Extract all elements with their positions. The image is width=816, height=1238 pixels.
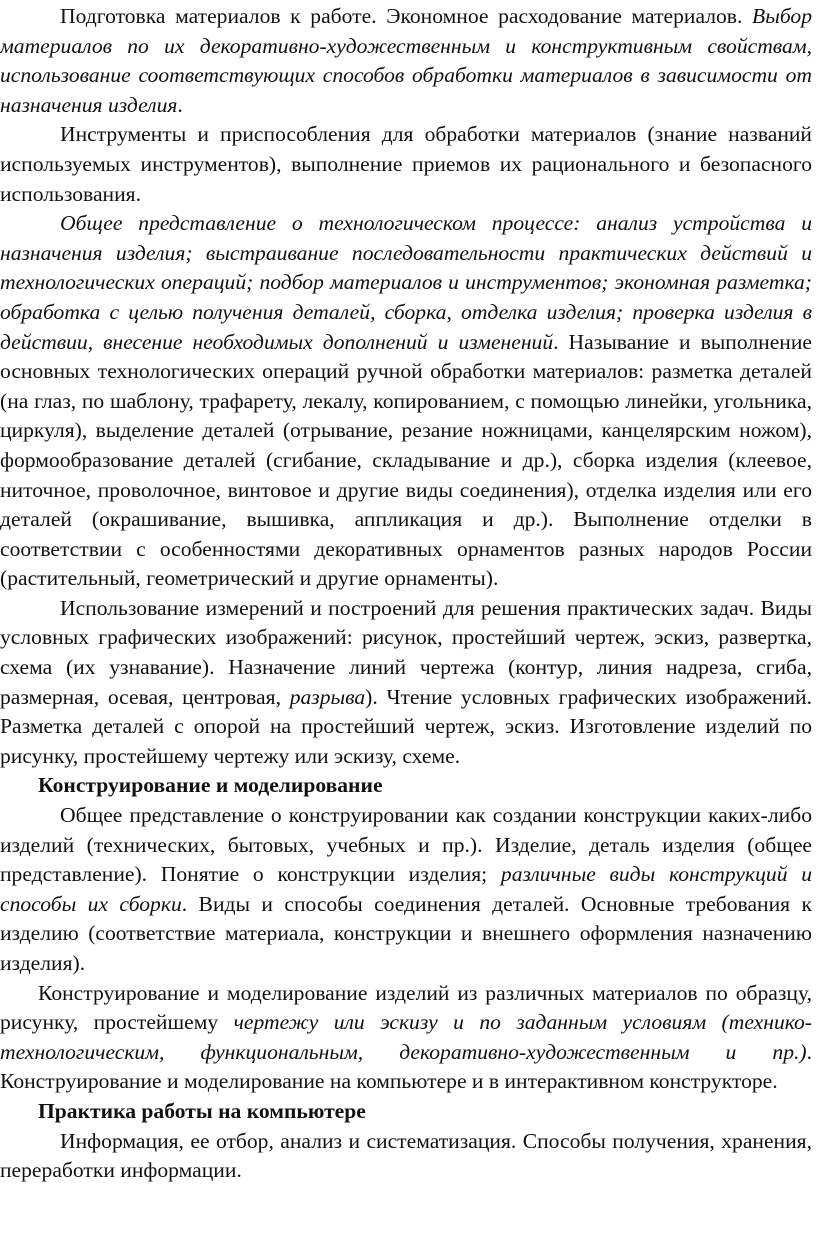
text-run: Информация, ее отбор, анализ и систематизация. Способы получения, хранения, переработки информации.: [0, 1128, 812, 1183]
italic-text-run: разрыва: [289, 684, 366, 709]
italic-text-run: Выбор материалов по их декоративно-художественным и конструктивным свойствам, использование соответствующих способов обработки материалов в зависимости от назначения изделия: [0, 4, 812, 117]
text-run: .: [177, 92, 183, 117]
section-heading-construction: Конструирование и моделирование: [38, 773, 383, 798]
paragraph-construction-modeling: [0, 979, 812, 1097]
text-run: . Виды и способы соединения деталей. Основные требования к изделию (соответствие материала, конструкции и внешнего оформления назначению изделия).: [0, 891, 812, 975]
text-run: ). Чтение условных графических изображений. Разметка деталей с опорой на простейший чертеж, эскиз. Изготовление изделий по рисунку, простейшему чертежу или эскизу, схеме.: [0, 684, 812, 768]
text-run: . Называние и выполнение основных технологических операций ручной обработки материалов: разметка деталей (на глаз, по шаблону, трафарету, лекалу, копированием, с помощью линейки, угольника, циркуля), выделение деталей (отрывание, резание ножницами, канцелярским ножом), формообразование деталей (сгибание, складывание и др.), сборка изделия (клеевое, ниточное, проволочное, винтовое и другие виды соединения), отделка изделия или его деталей (окрашивание, вышивка, аппликация и др.). Выполнение отделки в соответствии с особенностями декоративных орнаментов разных народов России (растительный, геометрический и другие орнаменты).: [0, 329, 812, 591]
text-run: Использование измерений и построений для решения практических задач. Виды условных графических изображений: рисунок, простейший чертеж, эскиз, развертка, схема (их узнавание). Назначение линий чертежа (контур, линия надреза, сгиба, размерная, осевая, центровая,: [0, 595, 812, 709]
paragraph-materials-preparation: [0, 2, 812, 120]
text-run: Конструирование и моделирование изделий из различных материалов по образцу, рисунку, простейшему: [0, 980, 812, 1035]
text-run: Подготовка материалов к работе. Экономное расходование материалов.: [60, 4, 753, 28]
text-run: Инструменты и приспособления для обработки материалов (знание названий используемых инструментов), выполнение приемов их рационального и безопасного использования.: [0, 122, 812, 206]
paragraph-measurements-drawings: [0, 594, 812, 772]
italic-text-run: Общее представление о технологическом процессе: анализ устройства и назначения изделия; выстраивание последовательности практических действий и технологических операций; подбор материалов и инструментов; экономная разметка; обработка с целью получения деталей, сборка, отделка изделия; проверка изделия в действии, внесение необходимых дополнений и изменений: [0, 211, 812, 354]
paragraph-information: [0, 1127, 812, 1186]
document-page: [0, 2, 812, 1186]
paragraph-technological-process: [0, 209, 812, 594]
italic-text-run: различные виды конструкций и способы их сборки: [0, 862, 812, 916]
paragraph-construction-concept: [0, 801, 812, 979]
text-run: Общее представление о конструировании как создании конструкции каких-либо изделий (технических, бытовых, учебных и пр.). Изделие, деталь изделия (общее представление). Понятие о конструкции изделия;: [0, 803, 812, 887]
italic-text-run: чертежу или эскизу и по заданным условиям (технико-технологическим, функциональным, декоративно-художественным и пр.): [0, 1010, 813, 1064]
text-run: . Конструирование и моделирование на компьютере и в интерактивном конструкторе.: [0, 1039, 812, 1094]
section-heading-computer-practice: Практика работы на компьютере: [38, 1098, 366, 1123]
paragraph-tools: [0, 120, 812, 209]
